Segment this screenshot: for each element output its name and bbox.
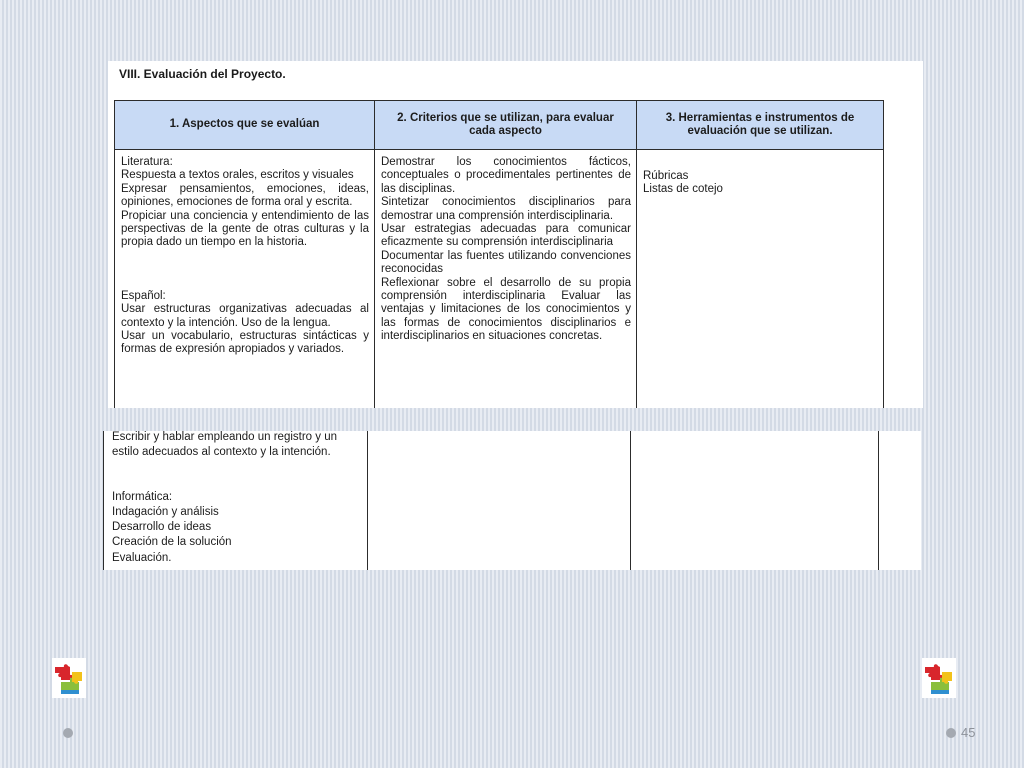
aspect-item: Respuesta a textos orales, escritos y visuales	[121, 169, 354, 182]
page-number: 45	[961, 725, 976, 740]
evaluation-table-continued	[103, 431, 879, 570]
section-title: VIII. Evaluación del Proyecto.	[119, 67, 286, 81]
header-tools: 3. Herramientas e instrumentos de evaluación que se utilizan.	[637, 101, 884, 150]
aspect-item: Evaluación.	[112, 551, 172, 564]
aspect-item: Propiciar una conciencia y entendimiento de las perspectivas de la gente de otras culturas y la propia dado un tiempo en la historia.	[121, 209, 369, 249]
aspect-item: Indagación y análisis	[112, 505, 219, 518]
aspects-cell-continued	[104, 431, 368, 570]
criteria-cell	[375, 150, 637, 409]
aspect-item: Usar estructuras organizativas adecuadas al contexto y la intención. Uso de la lengua.	[121, 303, 369, 329]
aspect-item: Escribir y hablar empleando un registro y un estilo adecuados al contexto y la intención.	[112, 431, 338, 459]
table-image-bottom	[103, 431, 921, 570]
criteria-cell-continued	[368, 431, 631, 570]
aspect-item: Creación de la solución	[112, 536, 232, 549]
aspect-item: Usar un vocabulario, estructuras sintácticas y formas de expresión apropiados y variados.	[121, 330, 369, 356]
header-aspects: 1. Aspectos que se evalúan	[115, 101, 375, 150]
table-image-top	[108, 61, 923, 408]
header-criteria: 2. Criterios que se utilizan, para evaluar cada aspecto	[375, 101, 637, 150]
aspect-item: Desarrollo de ideas	[112, 521, 212, 534]
tool-item: Listas de cotejo	[643, 183, 723, 196]
criterion-item: Documentar las fuentes utilizando convenciones reconocidas	[381, 249, 631, 276]
criterion-item: Reflexionar sobre el desarrollo de su propia comprensión interdisciplinaria Evaluar las ventajas y limitaciones de los conocimientos y las formas de conocimientos disciplinarios e interdisciplinarios en situaciones concretas.	[381, 276, 631, 343]
criterion-item: Usar estrategias adecuadas para comunicar eficazmente su comprensión interdisciplinaria	[381, 223, 631, 249]
tool-item: Rúbricas	[643, 170, 689, 182]
aspect-heading-literatura: Literatura:	[121, 156, 173, 168]
criterion-item: Demostrar los conocimientos fácticos, conceptuales o procedimentales pertinentes de las disciplinas.	[381, 156, 631, 195]
aspect-heading-informatica: Informática:	[112, 490, 173, 503]
puzzle-icon	[52, 658, 86, 698]
criterion-item: Sintetizar conocimientos disciplinarios para demostrar una comprensión interdisciplinaria.	[381, 196, 631, 222]
aspect-item: Expresar pensamientos, emociones, ideas, opiniones, emociones de forma oral y escrita.	[121, 182, 369, 209]
tools-cell	[637, 150, 884, 409]
tools-cell-continued	[631, 431, 879, 570]
evaluation-table	[114, 100, 884, 408]
aspects-cell	[115, 150, 375, 409]
aspect-heading-espanol: Español:	[121, 289, 166, 302]
puzzle-icon	[922, 658, 956, 698]
footer-dot-icon	[63, 728, 73, 738]
footer-dot-icon	[946, 728, 956, 738]
